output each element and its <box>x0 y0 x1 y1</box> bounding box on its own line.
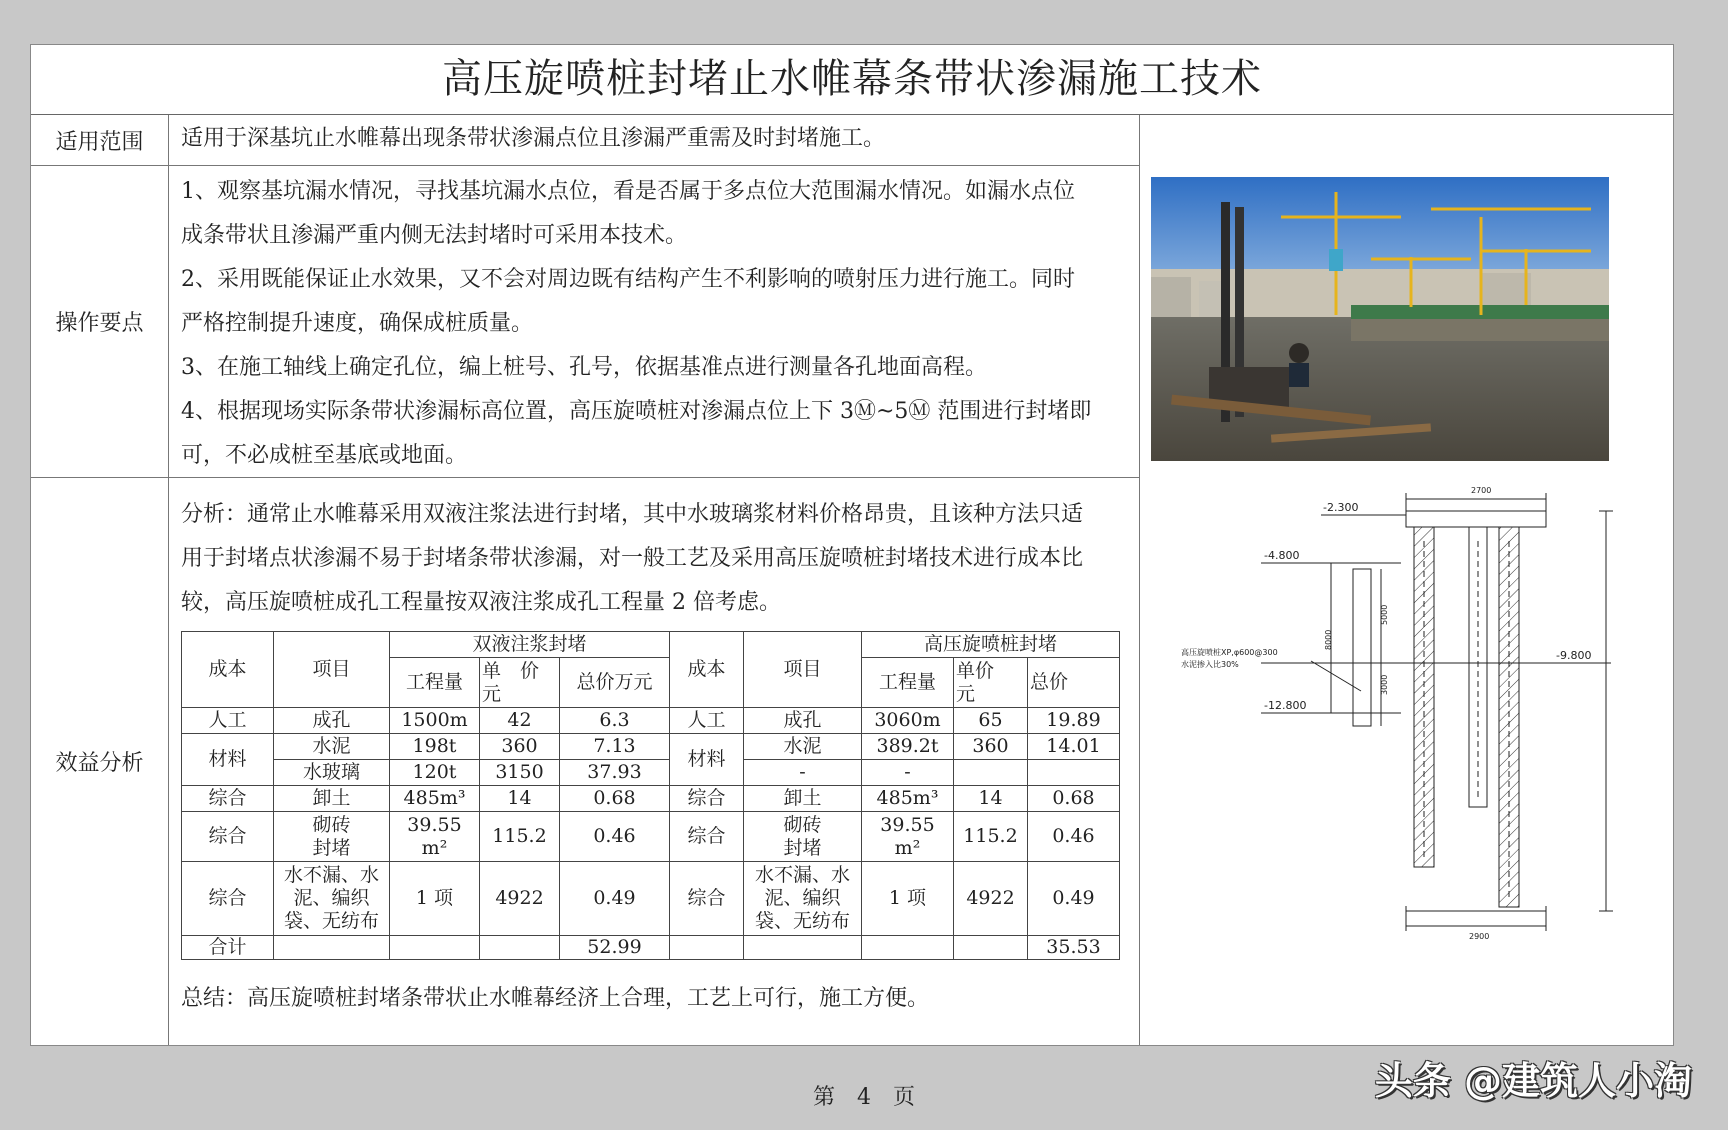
header-total: 总价 <box>1028 658 1120 708</box>
cell: 0.49 <box>560 862 670 936</box>
cell: - <box>862 760 954 786</box>
header-qty: 工程量 <box>862 658 954 708</box>
cell: 材料 <box>670 734 744 786</box>
site-photo <box>1151 177 1609 461</box>
cell: 7.13 <box>560 734 670 760</box>
cell: 14 <box>954 786 1028 812</box>
cell: 39.55 m² <box>862 812 954 862</box>
cell: 14 <box>480 786 560 812</box>
cell: 综合 <box>182 862 274 936</box>
scope-label: 适用范围 <box>31 115 169 165</box>
page-number: 第 4 页 <box>813 1085 915 1110</box>
group-jet-grout: 高压旋喷桩封堵 <box>862 632 1120 658</box>
total-label: 合计 <box>182 936 274 960</box>
operation-line: 成条带状且渗漏严重内侧无法封堵时可采用本技术。 <box>181 223 688 248</box>
operation-line: 1、观察基坑漏水情况，寻找基坑漏水点位，看是否属于多点位大范围漏水情况。如漏水点位 <box>181 179 1076 204</box>
cell: 0.68 <box>560 786 670 812</box>
dim-label: 5000 <box>1380 604 1389 625</box>
section-drawing <box>1151 481 1651 1031</box>
analysis-line: 分析：通常止水帷幕采用双液注浆法进行封堵，其中水玻璃浆材料价格昂贵，且该种方法只适 <box>181 502 1084 527</box>
cell: 综合 <box>670 812 744 862</box>
cell: 人工 <box>182 708 274 734</box>
cell: 0.49 <box>1028 862 1120 936</box>
cell: 360 <box>480 734 560 760</box>
operation-text <box>181 170 1131 478</box>
cell: 综合 <box>670 786 744 812</box>
cell: 485m³ <box>862 786 954 812</box>
cell: 1500m <box>390 708 480 734</box>
header-cost: 成本 <box>670 632 744 708</box>
dim-label: 8000 <box>1324 629 1333 650</box>
cell <box>954 760 1028 786</box>
cell: 水不漏、水 泥、编织 袋、无纺布 <box>274 862 390 936</box>
cell: 材料 <box>182 734 274 786</box>
cell: 65 <box>954 708 1028 734</box>
group-double-grout: 双液注浆封堵 <box>390 632 670 658</box>
benefit-label: 效益分析 <box>31 477 169 1045</box>
cell: 卸土 <box>744 786 862 812</box>
cell: 37.93 <box>560 760 670 786</box>
analysis-line: 用于封堵点状渗漏不易于封堵条带状渗漏，对一般工艺及采用高压旋喷桩封堵技术进行成本比 <box>181 546 1084 571</box>
benefit-analysis <box>181 493 1131 625</box>
drawing-note: 高压旋喷桩XP,φ600@300 <box>1181 648 1278 657</box>
document-page <box>30 44 1674 1046</box>
cell: 水玻璃 <box>274 760 390 786</box>
dim-top: 2700 <box>1471 486 1492 495</box>
operation-line: 可，不必成桩至基底或地面。 <box>181 443 468 468</box>
cell: 19.89 <box>1028 708 1120 734</box>
cell: 39.55 m² <box>390 812 480 862</box>
cell: 砌砖 封堵 <box>274 812 390 862</box>
cell: 成孔 <box>274 708 390 734</box>
elevation-label: -9.800 <box>1556 649 1592 662</box>
cell: 42 <box>480 708 560 734</box>
cell: 0.68 <box>1028 786 1120 812</box>
cell: 水泥 <box>274 734 390 760</box>
total-jet-grout: 35.53 <box>1028 936 1120 960</box>
elevation-label: -4.800 <box>1264 549 1300 562</box>
cell: 砌砖 封堵 <box>744 812 862 862</box>
scope-text: 适用于深基坑止水帷幕出现条带状渗漏点位且渗漏严重需及时封堵施工。 <box>181 126 886 151</box>
cell: 水泥 <box>744 734 862 760</box>
cell: 485m³ <box>390 786 480 812</box>
dim-label: 3000 <box>1380 674 1389 695</box>
cell: - <box>744 760 862 786</box>
cell <box>1028 760 1120 786</box>
cell: 综合 <box>670 862 744 936</box>
cell: 0.46 <box>1028 812 1120 862</box>
cell: 4922 <box>954 862 1028 936</box>
cell: 人工 <box>670 708 744 734</box>
cell: 1 项 <box>390 862 480 936</box>
watermark: 头条 @建筑人小淘 <box>1374 1059 1692 1103</box>
cost-table <box>181 631 1120 960</box>
header-item: 项目 <box>274 632 390 708</box>
table-row <box>182 812 1120 862</box>
cell: 综合 <box>182 812 274 862</box>
cell: 6.3 <box>560 708 670 734</box>
cell: 198t <box>390 734 480 760</box>
header-item: 项目 <box>744 632 862 708</box>
cell: 3060m <box>862 708 954 734</box>
cell: 卸土 <box>274 786 390 812</box>
cell: 14.01 <box>1028 734 1120 760</box>
total-double-grout: 52.99 <box>560 936 670 960</box>
table-row <box>182 786 1120 812</box>
cell: 0.46 <box>560 812 670 862</box>
cell: 成孔 <box>744 708 862 734</box>
table-row <box>182 734 1120 760</box>
operation-label: 操作要点 <box>31 165 169 477</box>
header-qty: 工程量 <box>390 658 480 708</box>
column-divider <box>1139 115 1140 1045</box>
operation-line: 2、采用既能保证止水效果，又不会对周边既有结构产生不利影响的喷射压力进行施工。同时 <box>181 267 1076 292</box>
cell: 115.2 <box>480 812 560 862</box>
table-row <box>182 862 1120 936</box>
drawing-note: 水泥掺入比30% <box>1181 660 1239 669</box>
elevation-label: -12.800 <box>1264 699 1307 712</box>
table-row <box>182 760 1120 786</box>
dim-bottom: 2900 <box>1469 932 1490 941</box>
cell: 120t <box>390 760 480 786</box>
benefit-summary: 总结：高压旋喷桩封堵条带状止水帷幕经济上合理，工艺上可行，施工方便。 <box>181 986 930 1011</box>
elevation-label: -2.300 <box>1323 501 1359 514</box>
cell: 389.2t <box>862 734 954 760</box>
page-title: 高压旋喷桩封堵止水帷幕条带状渗漏施工技术 <box>31 45 1673 115</box>
operation-line: 4、根据现场实际条带状渗漏标高位置，高压旋喷桩对渗漏点位上下 3Ⓜ~5Ⓜ 范围进行封堵即 <box>181 399 1092 424</box>
cell: 360 <box>954 734 1028 760</box>
scope-row <box>31 115 1139 166</box>
cell: 1 项 <box>862 862 954 936</box>
cell: 综合 <box>182 786 274 812</box>
operation-line: 严格控制提升速度，确保成桩质量。 <box>181 311 534 336</box>
analysis-line: 较，高压旋喷桩成孔工程量按双液注浆成孔工程量 2 倍考虑。 <box>181 590 781 615</box>
header-cost: 成本 <box>182 632 274 708</box>
header-unit-price: 单 价 元 <box>480 658 560 708</box>
header-unit-price: 单价 元 <box>954 658 1028 708</box>
cell: 115.2 <box>954 812 1028 862</box>
cell: 4922 <box>480 862 560 936</box>
cell: 水不漏、水 泥、编织 袋、无纺布 <box>744 862 862 936</box>
cell: 3150 <box>480 760 560 786</box>
table-row <box>182 708 1120 734</box>
header-total: 总价万元 <box>560 658 670 708</box>
operation-line: 3、在施工轴线上确定孔位，编上桩号、孔号，依据基准点进行测量各孔地面高程。 <box>181 355 987 380</box>
table-total-row <box>182 936 1120 960</box>
operation-row <box>31 165 1139 478</box>
